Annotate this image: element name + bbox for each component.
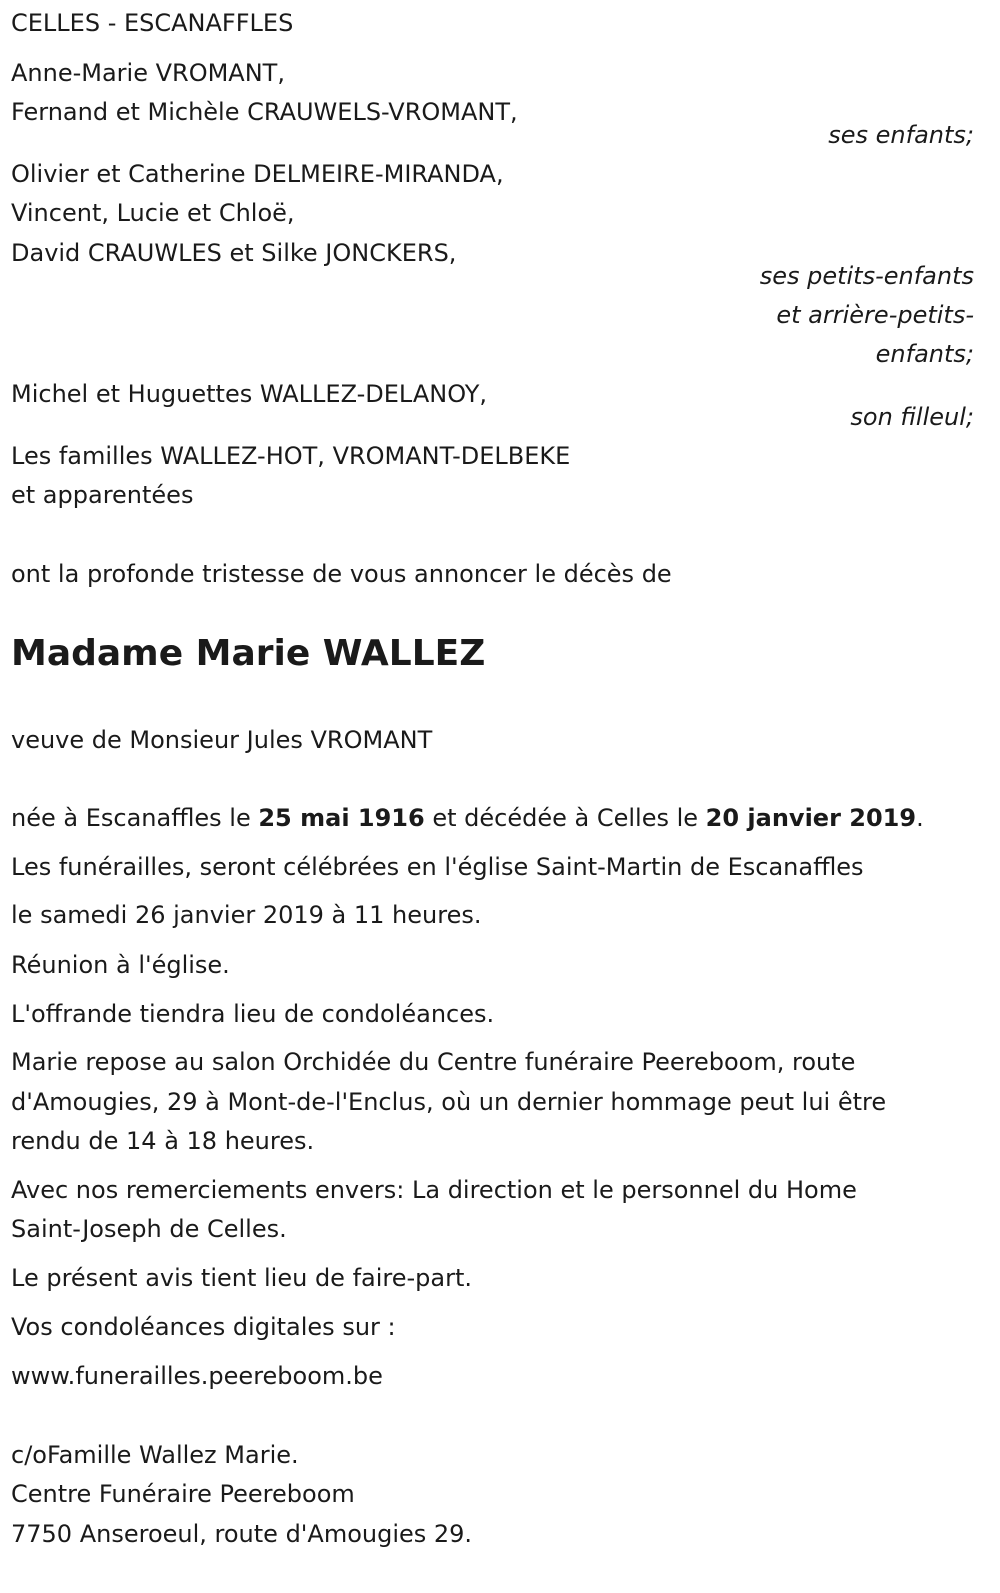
grandchildren-role-2: et arrière-petits- [776,301,974,329]
godson: Michel et Huguettes WALLEZ-DELANOY, [11,380,488,408]
thanks-line-1: Avec nos remerciements envers: La direction et le personnel du Home [11,1176,857,1204]
rest-line-3: rendu de 14 à 18 heures. [11,1127,315,1155]
address-line-3: 7750 Anseroeul, route d'Amougies 29. [11,1520,473,1548]
meeting: Réunion à l'église. [11,951,230,979]
grandchild-1: Olivier et Catherine DELMEIRE-MIRANDA, [11,160,504,188]
funeral-line-1: Les funérailles, seront célébrées en l'église Saint-Martin de Escanaffles [11,853,864,881]
notice: Le présent avis tient lieu de faire-part. [11,1264,473,1292]
died-suffix: . [916,804,924,832]
thanks-line-2: Saint-Joseph de Celles. [11,1215,287,1243]
rest-line-2: d'Amougies, 29 à Mont-de-l'Enclus, où un dernier hommage peut lui être [11,1088,887,1116]
funeral-line-2: le samedi 26 janvier 2019 à 11 heures. [11,901,482,929]
deceased-name: Madame Marie WALLEZ [11,633,486,674]
born-prefix: née à Escanaffles le [11,804,259,832]
offering: L'offrande tiendra lieu de condoléances. [11,1000,495,1028]
website: www.funerailles.peereboom.be [11,1362,383,1390]
location-header: CELLES - ESCANAFFLES [11,9,294,37]
children-role: ses enfants; [828,121,974,149]
address-line-1: c/oFamille Wallez Marie. [11,1441,299,1469]
families-2: et apparentées [11,481,194,509]
address-line-2: Centre Funéraire Peereboom [11,1480,355,1508]
grandchild-2: Vincent, Lucie et Chloë, [11,199,295,227]
godson-role: son filleul; [850,403,974,431]
spouse: veuve de Monsieur Jules VROMANT [11,726,433,754]
birth-death-line [11,803,924,833]
announcement: ont la profonde tristesse de vous annoncer le décès de [11,560,672,588]
child-1: Anne-Marie VROMANT, [11,59,285,87]
grandchildren-role-1: ses petits-enfants [759,262,974,290]
families-1: Les familles WALLEZ-HOT, VROMANT-DELBEKE [11,442,571,470]
birth-date: 25 mai 1916 [258,804,425,832]
grandchild-3: David CRAUWLES et Silke JONCKERS, [11,239,457,267]
rest-line-1: Marie repose au salon Orchidée du Centre funéraire Peereboom, route [11,1048,856,1076]
child-2: Fernand et Michèle CRAUWELS-VROMANT, [11,98,518,126]
grandchildren-role-3: enfants; [875,340,974,368]
condolences: Vos condoléances digitales sur : [11,1313,396,1341]
died-mid: et décédée à Celles le [424,804,706,832]
death-date: 20 janvier 2019 [705,804,917,832]
